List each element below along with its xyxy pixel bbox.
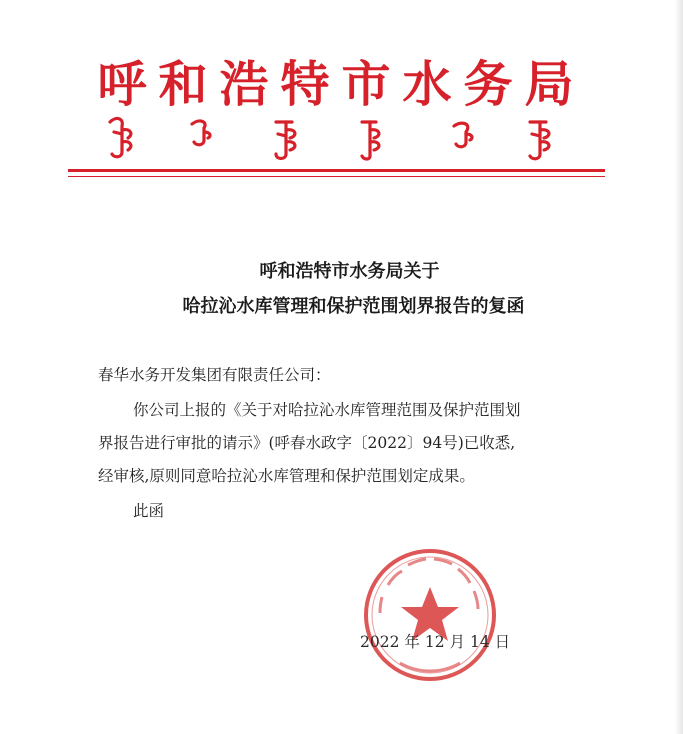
salutation: 春华水务开发集团有限责任公司： <box>98 366 331 384</box>
body-paragraph-line-3: 经审核,原则同意哈拉沁水库管理和保护范围划定成果。 <box>98 467 475 485</box>
document-title-line-1: 呼和浩特市水务局关于 <box>259 261 440 282</box>
date-month: 12 <box>424 633 445 651</box>
body-paragraph-line-1: 你公司上报的《关于对哈拉沁水库管理范围及保护范围划 <box>133 401 521 419</box>
body-paragraph-line-2: 界报告进行审批的请示》(呼春水政字〔2022〕94号)已收悉, <box>98 434 516 452</box>
official-seal <box>360 545 500 685</box>
letterhead-org-name: 呼和浩特市水务局 <box>97 55 586 113</box>
date-day-unit: 日 <box>494 633 511 651</box>
issue-date <box>360 630 510 652</box>
date-year: 2022 <box>360 633 400 651</box>
official-seal-graphic <box>360 545 500 685</box>
document-title-line-2: 哈拉沁水库管理和保护范围划界报告的复函 <box>182 296 525 317</box>
letterhead-rule-thick <box>68 169 605 172</box>
date-year-unit: 年 <box>404 633 420 651</box>
date-month-unit: 月 <box>449 633 466 651</box>
letterhead-rule-thin <box>68 176 605 177</box>
mongolian-script-graphic <box>100 112 570 164</box>
page-edge-shadow <box>675 0 683 734</box>
closing-text: 此函 <box>133 502 165 520</box>
date-day: 14 <box>469 633 490 651</box>
mongolian-script-line <box>100 112 570 164</box>
